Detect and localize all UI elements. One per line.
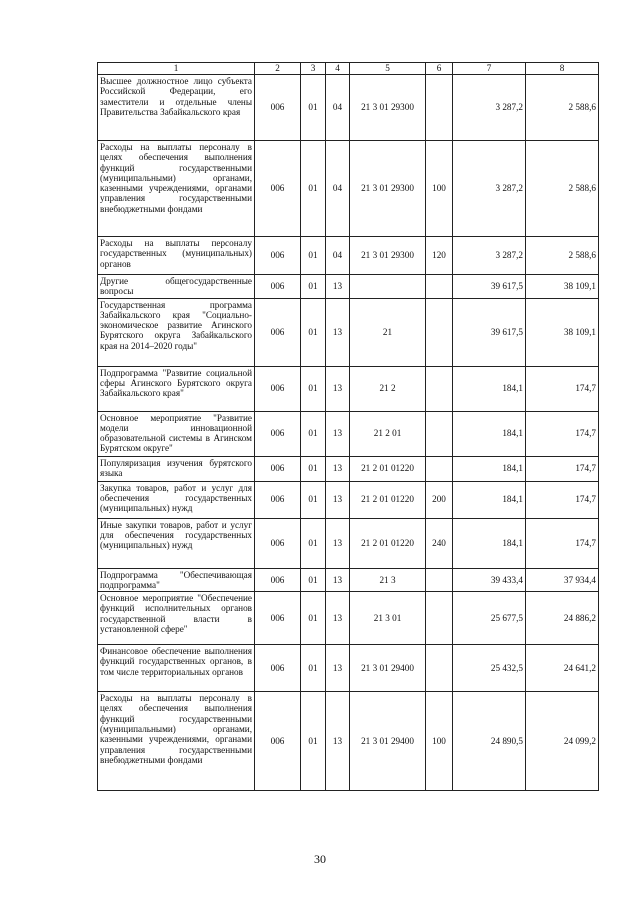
cell-target-article: 21 2 01 (350, 411, 426, 456)
cell-target-article: 21 3 01 29300 (350, 141, 426, 237)
cell-section: 01 (301, 645, 326, 692)
cell-target-article: 21 3 01 29400 (350, 645, 426, 692)
cell-subsection: 04 (326, 141, 350, 237)
cell-amount-planned: 24 890,5 (453, 692, 526, 791)
cell-section: 01 (301, 456, 326, 481)
cell-name: Подпрограмма "Обеспечивающая подпрограмма" (98, 568, 255, 592)
cell-amount-planned: 25 432,5 (453, 645, 526, 692)
cell-name: Подпрограмма "Развитие социальной сферы Агинского Бурятского округа Забайкальского края" (98, 366, 255, 411)
budget-table (97, 62, 599, 791)
cell-amount-actual: 174,7 (526, 481, 599, 518)
cell-subsection: 13 (326, 568, 350, 592)
cell-amount-actual: 2 588,6 (526, 75, 599, 141)
cell-amount-actual: 174,7 (526, 411, 599, 456)
cell-amount-actual: 174,7 (526, 518, 599, 568)
cell-target-article (350, 275, 426, 299)
cell-section: 01 (301, 481, 326, 518)
cell-section: 01 (301, 237, 326, 275)
cell-expense-type (426, 75, 453, 141)
cell-code: 006 (255, 481, 301, 518)
cell-amount-actual: 38 109,1 (526, 298, 599, 366)
cell-code: 006 (255, 692, 301, 791)
cell-subsection: 04 (326, 75, 350, 141)
cell-amount-actual: 2 588,6 (526, 141, 599, 237)
cell-code: 006 (255, 237, 301, 275)
cell-amount-planned: 3 287,2 (453, 75, 526, 141)
cell-expense-type: 240 (426, 518, 453, 568)
cell-subsection: 13 (326, 481, 350, 518)
cell-name: Расходы на выплаты персоналу в целях обеспечения выполнения функций государственными (муниципальными) органами, казенными учреждениями, органами управления государственными внебюджетными фондами (98, 692, 255, 791)
cell-target-article: 21 2 01 01220 (350, 518, 426, 568)
cell-section: 01 (301, 366, 326, 411)
cell-target-article: 21 2 01 01220 (350, 481, 426, 518)
cell-subsection: 13 (326, 366, 350, 411)
cell-section: 01 (301, 518, 326, 568)
cell-section: 01 (301, 568, 326, 592)
cell-amount-actual: 174,7 (526, 456, 599, 481)
table-row (98, 456, 599, 481)
cell-code: 006 (255, 592, 301, 645)
column-header: 7 (453, 63, 526, 75)
cell-amount-actual: 38 109,1 (526, 275, 599, 299)
cell-subsection: 13 (326, 645, 350, 692)
cell-section: 01 (301, 298, 326, 366)
cell-name: Расходы на выплаты персоналу в целях обеспечения выполнения функций государственными (муниципальными) органами, казенными учреждениями, органами управления государственными внебюджетными фондами (98, 141, 255, 237)
cell-code: 006 (255, 645, 301, 692)
cell-subsection: 13 (326, 592, 350, 645)
cell-subsection: 13 (326, 298, 350, 366)
table-row (98, 481, 599, 518)
table-row (98, 692, 599, 791)
cell-name: Иные закупки товаров, работ и услуг для обеспечения государственных (муниципальных) нужд (98, 518, 255, 568)
cell-target-article: 21 2 (350, 366, 426, 411)
cell-target-article: 21 3 01 29300 (350, 237, 426, 275)
cell-expense-type (426, 592, 453, 645)
cell-subsection: 13 (326, 411, 350, 456)
cell-subsection: 04 (326, 237, 350, 275)
cell-amount-actual: 24 886,2 (526, 592, 599, 645)
cell-expense-type (426, 275, 453, 299)
column-header: 5 (350, 63, 426, 75)
cell-name: Расходы на выплаты персоналу государственных (муниципальных) органов (98, 237, 255, 275)
table-row (98, 366, 599, 411)
cell-code: 006 (255, 518, 301, 568)
column-header: 2 (255, 63, 301, 75)
column-header: 3 (301, 63, 326, 75)
cell-amount-planned: 25 677,5 (453, 592, 526, 645)
column-header: 8 (526, 63, 599, 75)
cell-target-article: 21 (350, 298, 426, 366)
table-row (98, 568, 599, 592)
cell-amount-actual: 37 934,4 (526, 568, 599, 592)
cell-section: 01 (301, 592, 326, 645)
cell-expense-type (426, 456, 453, 481)
cell-expense-type (426, 411, 453, 456)
cell-amount-planned: 184,1 (453, 481, 526, 518)
table-row (98, 141, 599, 237)
cell-name: Закупка товаров, работ и услуг для обеспечения государственных (муниципальных) нужд (98, 481, 255, 518)
column-header: 4 (326, 63, 350, 75)
cell-amount-actual: 2 588,6 (526, 237, 599, 275)
cell-target-article: 21 3 01 (350, 592, 426, 645)
cell-amount-planned: 39 433,4 (453, 568, 526, 592)
table-row (98, 645, 599, 692)
cell-expense-type (426, 645, 453, 692)
table-row (98, 592, 599, 645)
cell-name: Основное мероприятие "Обеспечение функций исполнительных органов государственной власти в установленной сфере" (98, 592, 255, 645)
table-row (98, 75, 599, 141)
page-number: 30 (314, 852, 326, 866)
cell-code: 006 (255, 275, 301, 299)
cell-expense-type (426, 568, 453, 592)
cell-section: 01 (301, 275, 326, 299)
cell-target-article: 21 2 01 01220 (350, 456, 426, 481)
cell-amount-planned: 3 287,2 (453, 237, 526, 275)
cell-section: 01 (301, 75, 326, 141)
cell-expense-type: 100 (426, 692, 453, 791)
cell-name: Другие общегосударственные вопросы (98, 275, 255, 299)
cell-code: 006 (255, 298, 301, 366)
cell-amount-planned: 39 617,5 (453, 275, 526, 299)
cell-subsection: 13 (326, 456, 350, 481)
cell-target-article: 21 3 01 29300 (350, 75, 426, 141)
cell-amount-planned: 3 287,2 (453, 141, 526, 237)
cell-code: 006 (255, 75, 301, 141)
cell-name: Популяризация изучения бурятского языка (98, 456, 255, 481)
cell-section: 01 (301, 141, 326, 237)
cell-code: 006 (255, 456, 301, 481)
cell-code: 006 (255, 568, 301, 592)
cell-section: 01 (301, 692, 326, 791)
cell-amount-actual: 24 099,2 (526, 692, 599, 791)
cell-amount-actual: 174,7 (526, 366, 599, 411)
table-row (98, 275, 599, 299)
cell-section: 01 (301, 411, 326, 456)
table-row (98, 411, 599, 456)
cell-amount-actual: 24 641,2 (526, 645, 599, 692)
column-header: 1 (98, 63, 255, 75)
cell-subsection: 13 (326, 275, 350, 299)
cell-target-article: 21 3 (350, 568, 426, 592)
cell-amount-planned: 184,1 (453, 366, 526, 411)
cell-expense-type: 200 (426, 481, 453, 518)
cell-expense-type: 100 (426, 141, 453, 237)
cell-subsection: 13 (326, 692, 350, 791)
cell-code: 006 (255, 141, 301, 237)
cell-name: Финансовое обеспечение выполнения функций государственных органов, в том числе территориальных органов (98, 645, 255, 692)
cell-amount-planned: 184,1 (453, 518, 526, 568)
table-row (98, 237, 599, 275)
cell-subsection: 13 (326, 518, 350, 568)
cell-name: Основное мероприятие "Развитие модели инновационной образовательной системы в Агинском Бурятском округе" (98, 411, 255, 456)
cell-expense-type: 120 (426, 237, 453, 275)
cell-name: Высшее должностное лицо субъекта Российской Федерации, его заместители и отдельные члены Правительства Забайкальского края (98, 75, 255, 141)
cell-name: Государственная программа Забайкальского края "Социально-экономическое развитие Агинского Бурятского округа Забайкальского края на 2014–2020 годы" (98, 298, 255, 366)
cell-target-article: 21 3 01 29400 (350, 692, 426, 791)
cell-amount-planned: 39 617,5 (453, 298, 526, 366)
cell-amount-planned: 184,1 (453, 411, 526, 456)
table-row (98, 518, 599, 568)
table-body (98, 75, 599, 791)
table-header-row (98, 63, 599, 75)
cell-code: 006 (255, 411, 301, 456)
cell-code: 006 (255, 366, 301, 411)
cell-expense-type (426, 298, 453, 366)
cell-amount-planned: 184,1 (453, 456, 526, 481)
table-row (98, 298, 599, 366)
cell-expense-type (426, 366, 453, 411)
column-header: 6 (426, 63, 453, 75)
